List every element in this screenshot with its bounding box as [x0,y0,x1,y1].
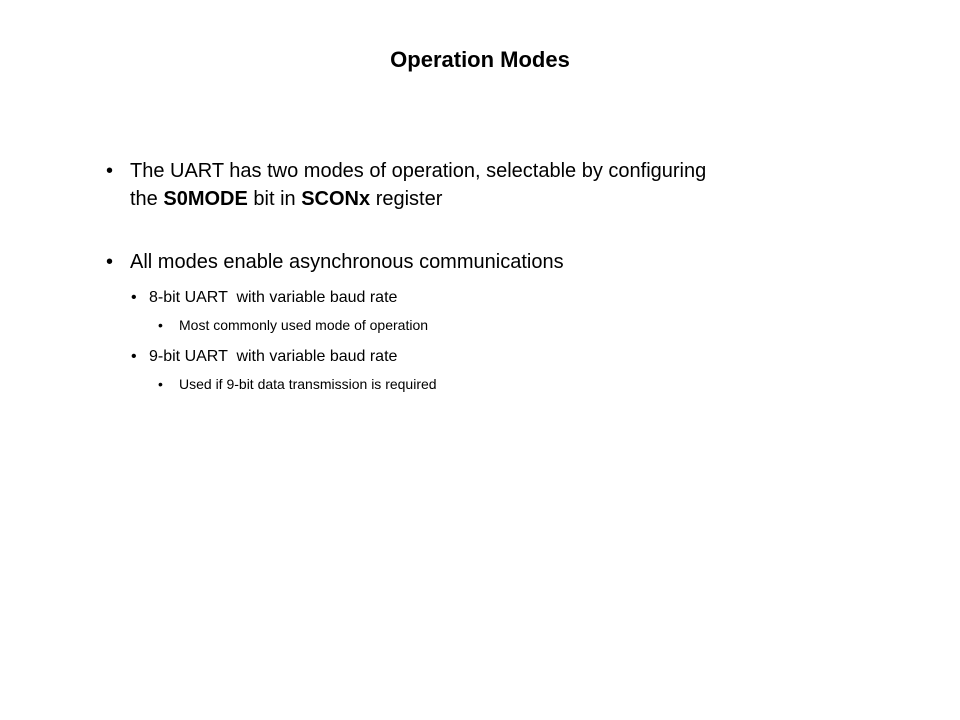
bullet-uart-modes [106,158,846,214]
detail-9bit-uart-text: Used if 9-bit data transmission is required [179,376,437,392]
s0mode-bit-label: S0MODE [163,188,248,210]
sub-bullet-8bit-uart-text: 8-bit UART with variable baud rate [149,289,398,306]
sub-bullet-9bit-uart-text: 9-bit UART with variable baud rate [149,348,398,365]
sub-bullet-9bit-uart [131,346,491,368]
detail-9bit-uart [158,374,538,394]
bullet-uart-modes-line1: The UART has two modes of operation, selectable by configuring [130,160,707,182]
bullet-uart-modes-line2 [130,186,442,213]
detail-8bit-uart [158,315,518,335]
sub-bullet-8bit-uart [131,287,491,309]
bullet-dot: • [106,251,114,273]
bullet-dot: • [131,348,137,365]
line2-suffix: register [375,188,443,210]
slide-title: Operation Modes [390,47,570,72]
line2-prefix: the [130,188,158,210]
bullet-async-comms-text: All modes enable asynchronous communications [130,251,564,273]
sconx-register-label: SCONx [301,188,371,210]
line2-mid: bit in [253,188,296,210]
detail-8bit-uart-text: Most commonly used mode of operation [179,317,429,333]
bullet-dot: • [158,376,163,392]
bullet-async-comms [106,249,666,276]
bullet-dot: • [106,160,114,182]
bullet-dot: • [158,317,163,333]
bullet-dot: • [131,289,137,306]
